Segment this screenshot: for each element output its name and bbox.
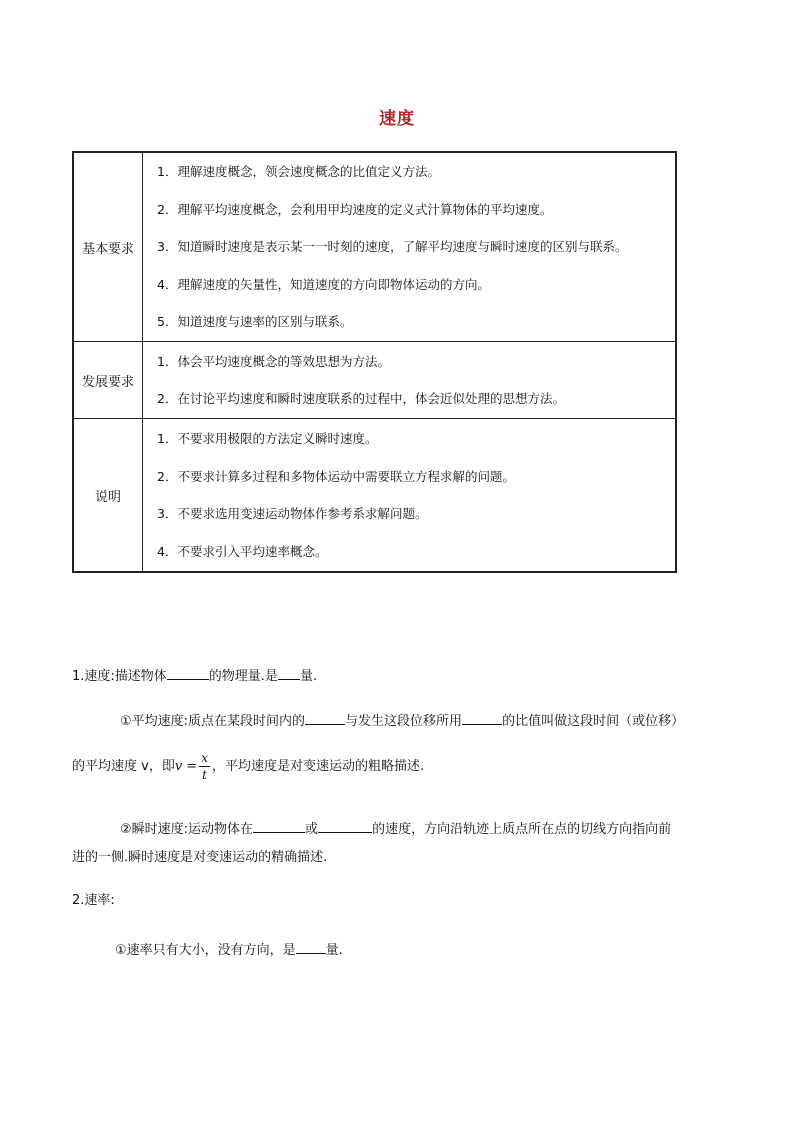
fraction-denominator: t bbox=[202, 768, 207, 782]
requirements-table bbox=[72, 151, 677, 573]
paragraph-instantaneous-velocity-cont bbox=[72, 851, 327, 864]
text-segment: 的物理量.是 bbox=[208, 669, 278, 684]
table-row-development bbox=[73, 342, 676, 419]
text-segment: 2.速率: bbox=[72, 893, 115, 908]
fill-blank bbox=[305, 712, 345, 725]
text-segment: 的速度，方向沿轨迹上质点所在点的切线方向指向前 bbox=[372, 822, 672, 837]
page-title: 速度 bbox=[379, 109, 415, 129]
fraction bbox=[199, 750, 210, 783]
fill-blank bbox=[253, 820, 305, 833]
table-row-notes bbox=[73, 419, 676, 573]
text-segment: 1.速度:描述物体 bbox=[72, 669, 167, 684]
list-item: 5．知道速度与速率的区别与联系。 bbox=[157, 314, 353, 330]
row-label: 发展要求 bbox=[73, 342, 143, 419]
paragraph-speed-definition bbox=[72, 667, 317, 683]
row-label: 说明 bbox=[73, 419, 143, 573]
paragraph-speed-rate-scalar bbox=[115, 941, 343, 957]
text-segment: 的比值叫做这段时间（或位移） bbox=[502, 714, 685, 729]
text-segment: ①速率只有大小，没有方向，是 bbox=[115, 943, 296, 958]
text-segment: 量. bbox=[325, 943, 343, 958]
list-item: 4．理解速度的矢量性，知道速度的方向即物体运动的方向。 bbox=[157, 276, 490, 292]
text-segment: 的平均速度 v，即 bbox=[72, 759, 175, 774]
text-segment: ①平均速度:质点在某段时间内的 bbox=[120, 714, 306, 729]
fill-blank bbox=[278, 667, 300, 680]
list-item: 4．不要求引入平均速率概念。 bbox=[157, 543, 328, 559]
row-label: 基本要求 bbox=[73, 152, 143, 342]
list-item: 3．不要求选用变速运动物体作参考系求解问题。 bbox=[157, 506, 428, 521]
list-item: 1．理解速度概念，领会速度概念的比值定义方法。 bbox=[157, 164, 440, 180]
list-item: 2．在讨论平均速度和瞬时速度联系的过程中，体会近似处理的思想方法。 bbox=[157, 391, 565, 406]
paragraph-average-velocity-formula bbox=[72, 750, 424, 783]
list-item: 3．知道瞬时速度是表示某一一时刻的速度，了解平均速度与瞬时速度的区别与联系。 bbox=[157, 239, 628, 255]
list-item: 2．理解平均速度概念，会利用甲均速度的定义式汁算物体的平均速度。 bbox=[157, 201, 553, 217]
fill-blank bbox=[296, 941, 326, 954]
text-segment: ，平均速度是对变速运动的粗略描述. bbox=[211, 759, 425, 774]
table-row-basic bbox=[73, 152, 676, 342]
fraction-numerator: x bbox=[201, 751, 208, 765]
row-items bbox=[143, 419, 677, 573]
list-item: 1．体会平均速度概念的等效思想为方法。 bbox=[157, 353, 390, 369]
text-segment: 进的一侧.瞬时速度是对变速运动的精确描述. bbox=[72, 850, 328, 865]
text-segment: 量. bbox=[299, 669, 318, 684]
text-segment: 或 bbox=[305, 822, 319, 837]
fill-blank bbox=[318, 820, 372, 833]
text-segment: ②瞬时速度:运动物体在 bbox=[120, 822, 254, 837]
text-segment: 与发生这段位移所用 bbox=[345, 714, 463, 729]
paragraph-average-velocity bbox=[120, 712, 684, 728]
fill-blank bbox=[167, 667, 209, 680]
list-item: 1．不要求用极限的方法定义瞬时速度。 bbox=[157, 431, 378, 446]
row-items bbox=[143, 152, 677, 342]
row-items bbox=[143, 342, 677, 419]
list-item: 2．不要求计算多过程和多物体运动中需要联立方程求解的问题。 bbox=[157, 468, 515, 484]
paragraph-instantaneous-velocity bbox=[120, 820, 671, 836]
fill-blank bbox=[462, 712, 502, 725]
formula-lhs: v = bbox=[174, 758, 198, 774]
paragraph-speed-rate-heading bbox=[72, 894, 115, 907]
